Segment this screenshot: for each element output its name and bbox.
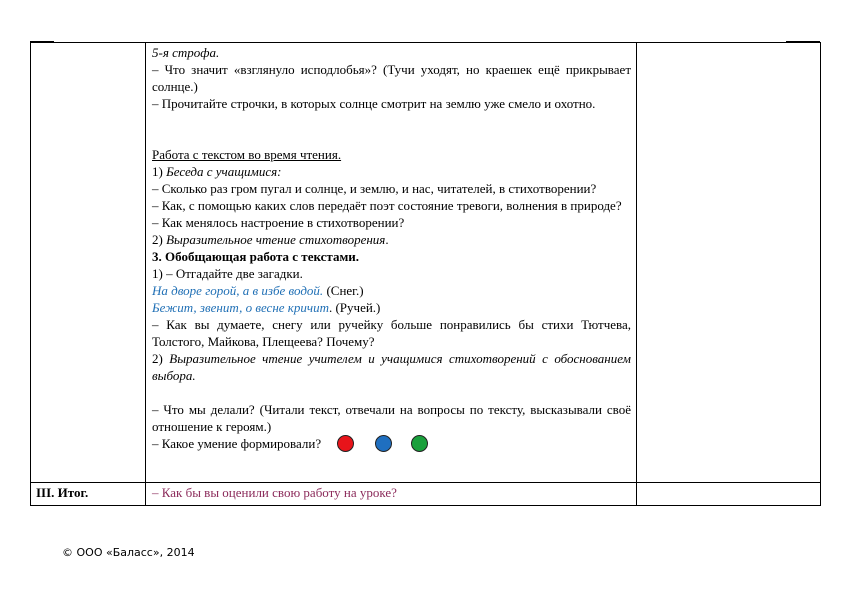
question-7: – Что мы делали? (Читали текст, отвечали на вопросы по тексту, высказывали своё отношение к героям.) <box>152 402 631 434</box>
summary-cell <box>146 483 637 506</box>
notes-cell <box>637 43 821 483</box>
work-heading: Работа с текстом во время чтения. <box>152 147 342 162</box>
question-8: – Какое умение формировали? <box>152 435 631 452</box>
stanza-label: 5-я строфа. <box>152 45 220 60</box>
question-4: – Как, с помощью каких слов передаёт поэт состояние тревоги, волнения в природе? <box>152 198 622 213</box>
question-5: – Как менялось настроение в стихотворении? <box>152 215 405 230</box>
question-6: – Как вы думаете, снегу или ручейку больше понравились бы стихи Тютчева, Толстого, Майкова, Плещеева? Почему? <box>152 317 631 349</box>
conversation-label: Беседа с учащимися: <box>166 164 282 179</box>
blue-dot <box>375 435 392 452</box>
lesson-table <box>30 42 821 506</box>
red-dot <box>337 435 354 452</box>
question-3: – Сколько раз гром пугал и солнце, и землю, и нас, читателей, в стихотворении? <box>152 181 597 196</box>
question-2: – Прочитайте строчки, в которых солнце смотрит на землю уже смело и охотно. <box>152 96 596 111</box>
expressive-reading-line: 2) Выразительное чтение стихотворения. <box>152 232 389 247</box>
conversation-line: 1) Беседа с учащимися: <box>152 164 282 179</box>
riddle-2: Бежит, звенит, о весне кричит. (Ручей.) <box>152 300 381 315</box>
table-row <box>31 483 821 506</box>
content-cell <box>146 43 637 483</box>
riddle-1: На дворе горой, а в избе водой. (Снег.) <box>152 283 364 298</box>
question-1: – Что значит «взглянуло исподлобья»? (Тучи уходят, но краешек ещё прикрывает солнце.) <box>152 62 631 94</box>
expressive-reading-2-line: 2) Выразительное чтение учителем и учащимися стихотворений с обоснованием выбора. <box>152 351 631 383</box>
notes-cell <box>637 483 821 506</box>
summary-question: – Как бы вы оценили свою работу на уроке? <box>152 485 397 500</box>
copyright-footer: © ООО «Баласс», 2014 <box>62 546 195 559</box>
stage-cell <box>31 483 146 506</box>
green-dot <box>411 435 428 452</box>
stage-cell <box>31 43 146 483</box>
riddles-intro: 1) – Отгадайте две загадки. <box>152 266 303 281</box>
table-row <box>31 43 821 483</box>
section-3-heading: 3. Обобщающая работа с текстами. <box>152 249 360 264</box>
stage-label: III. Итог. <box>36 485 89 500</box>
